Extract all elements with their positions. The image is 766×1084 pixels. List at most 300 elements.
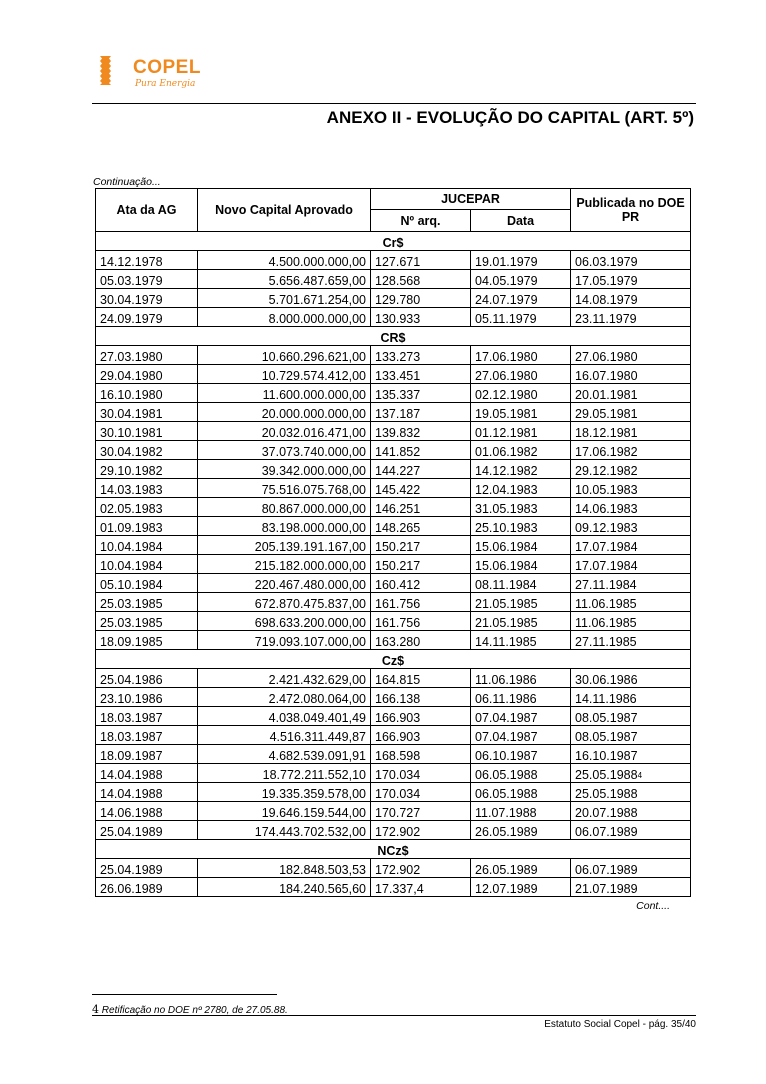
arq-cell	[371, 365, 471, 384]
table-row	[96, 422, 691, 441]
publication-date-cell-text: 29.12.1982	[575, 464, 638, 478]
arq-cell-text: 172.902	[375, 863, 421, 877]
jucepar-date-cell	[471, 517, 571, 536]
capital-cell	[198, 783, 371, 802]
publication-date-cell-text: 11.06.1985	[575, 597, 637, 611]
publication-date-cell-text: 30.06.1986	[575, 673, 638, 687]
capital-cell-text: 672.870.475.837,00	[254, 597, 366, 611]
capital-cell	[198, 688, 371, 707]
ata-cell-text: 30.04.1979	[100, 293, 163, 307]
ata-cell-text: 02.05.1983	[100, 502, 163, 516]
publication-date-cell	[571, 688, 691, 707]
jucepar-date-cell	[471, 536, 571, 555]
jucepar-date-cell-text: 11.07.1988	[475, 806, 537, 820]
publication-date-cell-text: 17.07.1984	[575, 559, 638, 573]
publication-date-cell-text: 08.05.1987	[575, 711, 638, 725]
jucepar-date-cell-text: 12.07.1989	[475, 882, 538, 896]
table-row	[96, 403, 691, 422]
jucepar-date-cell-text: 26.05.1989	[475, 863, 538, 877]
ata-cell-text: 10.04.1984	[100, 540, 163, 554]
ata-cell	[96, 631, 198, 650]
publication-date-cell-text: 27.11.1984	[575, 578, 637, 592]
jucepar-date-cell-text: 11.06.1986	[475, 673, 537, 687]
jucepar-date-cell	[471, 346, 571, 365]
arq-cell	[371, 460, 471, 479]
header-data: Data	[471, 210, 571, 232]
capital-cell	[198, 859, 371, 878]
jucepar-date-cell-text: 26.05.1989	[475, 825, 538, 839]
capital-cell	[198, 498, 371, 517]
arq-cell-text: 128.568	[375, 274, 421, 288]
publication-date-cell	[571, 460, 691, 479]
publication-date-cell-text: 21.07.1989	[575, 882, 638, 896]
publication-date-cell-text: 14.06.1983	[575, 502, 638, 516]
jucepar-date-cell	[471, 859, 571, 878]
footnote-number: 4	[92, 1003, 99, 1016]
arq-cell	[371, 688, 471, 707]
currency-section-row	[96, 327, 691, 346]
publication-date-cell-text: 17.07.1984	[575, 540, 638, 554]
ata-cell	[96, 270, 198, 289]
table-row	[96, 536, 691, 555]
table-row	[96, 574, 691, 593]
ata-cell	[96, 783, 198, 802]
publication-date-cell	[571, 308, 691, 327]
jucepar-date-cell	[471, 403, 571, 422]
ata-cell	[96, 802, 198, 821]
publication-date-cell	[571, 859, 691, 878]
capital-cell-text: 5.656.487.659,00	[268, 274, 366, 288]
ata-cell-text: 14.03.1983	[100, 483, 163, 497]
jucepar-date-cell	[471, 251, 571, 270]
arq-cell	[371, 859, 471, 878]
jucepar-date-cell	[471, 726, 571, 745]
ata-cell	[96, 365, 198, 384]
jucepar-date-cell	[471, 821, 571, 840]
ata-cell	[96, 555, 198, 574]
capital-cell	[198, 403, 371, 422]
arq-cell-text: 148.265	[375, 521, 421, 535]
capital-cell-text: 11.600.000.000,00	[262, 388, 366, 402]
arq-cell-text: 150.217	[375, 540, 421, 554]
ata-cell	[96, 669, 198, 688]
ata-cell	[96, 536, 198, 555]
ata-cell-text: 25.04.1986	[100, 673, 163, 687]
jucepar-date-cell	[471, 498, 571, 517]
jucepar-date-cell	[471, 878, 571, 897]
table-row	[96, 612, 691, 631]
capital-cell	[198, 517, 371, 536]
capital-cell	[198, 574, 371, 593]
arq-cell-text: 170.034	[375, 787, 421, 801]
capital-cell-text: 8.000.000.000,00	[268, 312, 366, 326]
jucepar-date-cell-text: 21.05.1985	[475, 597, 538, 611]
ata-cell	[96, 707, 198, 726]
jucepar-date-cell	[471, 574, 571, 593]
jucepar-date-cell	[471, 593, 571, 612]
jucepar-date-cell-text: 06.05.1988	[475, 787, 538, 801]
copel-logo-icon	[98, 54, 130, 86]
arq-cell-text: 133.273	[375, 350, 421, 364]
publication-date-cell-text: 06.07.1989	[575, 863, 638, 877]
capital-cell	[198, 669, 371, 688]
ata-cell-text: 25.03.1985	[100, 597, 163, 611]
arq-cell	[371, 878, 471, 897]
table-row	[96, 555, 691, 574]
jucepar-date-cell	[471, 308, 571, 327]
capital-cell	[198, 346, 371, 365]
publication-date-cell	[571, 802, 691, 821]
publication-date-cell-text: 06.07.1989	[575, 825, 638, 839]
publication-date-cell	[571, 498, 691, 517]
arq-cell	[371, 289, 471, 308]
arq-cell-text: 133.451	[375, 369, 421, 383]
publication-date-cell-text: 10.05.1983	[575, 483, 638, 497]
capital-cell-text: 2.421.432.629,00	[268, 673, 366, 687]
header-divider	[92, 103, 696, 104]
publication-date-cell	[571, 536, 691, 555]
currency-label: CR$	[96, 327, 691, 346]
capital-cell	[198, 422, 371, 441]
arq-cell	[371, 764, 471, 783]
arq-cell-text: 161.756	[375, 616, 421, 630]
publication-date-cell-text: 18.12.1981	[575, 426, 638, 440]
arq-cell	[371, 384, 471, 403]
arq-cell-text: 135.337	[375, 388, 421, 402]
jucepar-date-cell-text: 07.04.1987	[475, 730, 538, 744]
footer-divider	[92, 1015, 696, 1016]
page-footer: Estatuto Social Copel - pág. 35/40	[544, 1019, 696, 1030]
jucepar-date-cell-text: 21.05.1985	[475, 616, 538, 630]
ata-cell-text: 25.03.1985	[100, 616, 163, 630]
jucepar-date-cell-text: 08.11.1984	[475, 578, 537, 592]
jucepar-date-cell-text: 14.12.1982	[475, 464, 538, 478]
capital-cell-text: 19.335.359.578,00	[261, 787, 366, 801]
ata-cell	[96, 688, 198, 707]
jucepar-date-cell-text: 17.06.1980	[475, 350, 538, 364]
ata-cell-text: 25.04.1989	[100, 863, 163, 877]
publication-date-cell	[571, 631, 691, 650]
capital-cell	[198, 745, 371, 764]
jucepar-date-cell	[471, 707, 571, 726]
ata-cell-text: 05.03.1979	[100, 274, 163, 288]
arq-cell	[371, 783, 471, 802]
capital-cell-text: 4.516.311.449,87	[269, 730, 366, 744]
table-row	[96, 745, 691, 764]
publication-date-cell	[571, 346, 691, 365]
ata-cell	[96, 403, 198, 422]
capital-cell	[198, 707, 371, 726]
publication-date-cell	[571, 384, 691, 403]
publication-date-cell-text: 17.06.1982	[575, 445, 638, 459]
table-row	[96, 802, 691, 821]
publication-date-cell-text: 25.05.1988	[575, 768, 638, 782]
publication-date-cell	[571, 764, 691, 783]
capital-cell-text: 4.500.000.000,00	[268, 255, 366, 269]
publication-date-cell-text: 27.06.1980	[575, 350, 638, 364]
table-row	[96, 669, 691, 688]
arq-cell-text: 17.337,4	[375, 882, 424, 896]
capital-cell-text: 182.848.503,53	[279, 863, 366, 877]
ata-cell-text: 14.12.1978	[100, 255, 163, 269]
arq-cell	[371, 821, 471, 840]
ata-cell	[96, 479, 198, 498]
ata-cell-text: 18.09.1985	[100, 635, 163, 649]
publication-date-cell	[571, 612, 691, 631]
ata-cell	[96, 745, 198, 764]
capital-cell-text: 698.633.200.000,00	[254, 616, 366, 630]
ata-cell-text: 26.06.1989	[100, 882, 163, 896]
table-row	[96, 859, 691, 878]
ata-cell	[96, 460, 198, 479]
capital-cell-text: 719.093.107.000,00	[254, 635, 366, 649]
jucepar-date-cell	[471, 612, 571, 631]
jucepar-date-cell	[471, 783, 571, 802]
ata-cell-text: 18.03.1987	[100, 711, 163, 725]
capital-cell	[198, 460, 371, 479]
publication-date-cell	[571, 574, 691, 593]
jucepar-date-cell-text: 05.11.1979	[475, 312, 537, 326]
jucepar-date-cell	[471, 422, 571, 441]
ata-cell	[96, 764, 198, 783]
jucepar-date-cell	[471, 289, 571, 308]
arq-cell-text: 146.251	[375, 502, 421, 516]
capital-cell	[198, 726, 371, 745]
jucepar-date-cell-text: 15.06.1984	[475, 559, 538, 573]
ata-cell-text: 25.04.1989	[100, 825, 163, 839]
ata-cell-text: 23.10.1986	[100, 692, 163, 706]
capital-cell	[198, 764, 371, 783]
publication-date-cell	[571, 783, 691, 802]
ata-cell	[96, 517, 198, 536]
table-row	[96, 460, 691, 479]
capital-cell	[198, 479, 371, 498]
ata-cell	[96, 384, 198, 403]
publication-date-cell-text: 08.05.1987	[575, 730, 638, 744]
jucepar-date-cell	[471, 460, 571, 479]
jucepar-date-cell-text: 01.12.1981	[475, 426, 538, 440]
table-row	[96, 631, 691, 650]
ata-cell	[96, 308, 198, 327]
arq-cell	[371, 308, 471, 327]
ata-cell	[96, 422, 198, 441]
ata-cell-text: 30.04.1982	[100, 445, 163, 459]
arq-cell	[371, 802, 471, 821]
jucepar-date-cell-text: 04.05.1979	[475, 274, 538, 288]
jucepar-date-cell	[471, 802, 571, 821]
ata-cell	[96, 289, 198, 308]
ata-cell	[96, 859, 198, 878]
publication-date-cell-text: 17.05.1979	[575, 274, 638, 288]
ata-cell-text: 18.09.1987	[100, 749, 163, 763]
continued-note: Cont....	[636, 900, 670, 912]
capital-cell-text: 5.701.671.254,00	[268, 293, 366, 307]
publication-date-cell	[571, 707, 691, 726]
arq-cell-text: 144.227	[375, 464, 421, 478]
page-title: ANEXO II - EVOLUÇÃO DO CAPITAL (ART. 5º)	[326, 108, 694, 127]
capital-cell-text: 75.516.075.768,00	[261, 483, 366, 497]
arq-cell	[371, 707, 471, 726]
capital-cell-text: 4.682.539.091,91	[268, 749, 366, 763]
arq-cell-text: 163.280	[375, 635, 421, 649]
capital-cell-text: 174.443.702.532,00	[254, 825, 366, 839]
jucepar-date-cell	[471, 479, 571, 498]
capital-cell	[198, 555, 371, 574]
table-row	[96, 308, 691, 327]
ata-cell	[96, 726, 198, 745]
jucepar-date-cell-text: 06.05.1988	[475, 768, 538, 782]
publication-date-cell	[571, 270, 691, 289]
capital-cell-text: 184.240.565,60	[279, 882, 366, 896]
publication-date-cell-text: 16.07.1980	[575, 369, 638, 383]
capital-cell	[198, 536, 371, 555]
currency-section-row	[96, 840, 691, 859]
capital-cell-text: 10.729.574.412,00	[261, 369, 366, 383]
ata-cell-text: 16.10.1980	[100, 388, 163, 402]
table-row	[96, 498, 691, 517]
ata-cell-text: 24.09.1979	[100, 312, 163, 326]
logo-tagline: Pura Energia	[135, 79, 196, 89]
jucepar-date-cell-text: 24.07.1979	[475, 293, 538, 307]
publication-date-cell-text: 11.06.1985	[575, 616, 637, 630]
table-row	[96, 251, 691, 270]
jucepar-date-cell-text: 19.01.1979	[475, 255, 538, 269]
jucepar-date-cell-text: 14.11.1985	[475, 635, 537, 649]
ata-cell	[96, 498, 198, 517]
publication-date-cell	[571, 479, 691, 498]
arq-cell	[371, 745, 471, 764]
jucepar-date-cell-text: 31.05.1983	[475, 502, 538, 516]
capital-cell-text: 205.139.191.167,00	[254, 540, 366, 554]
ata-cell	[96, 574, 198, 593]
capital-cell-text: 39.342.000.000,00	[261, 464, 366, 478]
arq-cell	[371, 631, 471, 650]
ata-cell	[96, 251, 198, 270]
publication-date-cell-text: 14.08.1979	[575, 293, 638, 307]
arq-cell-text: 150.217	[375, 559, 421, 573]
currency-label: NCz$	[96, 840, 691, 859]
jucepar-date-cell	[471, 555, 571, 574]
publication-date-cell-text: 29.05.1981	[575, 407, 638, 421]
currency-section-row	[96, 650, 691, 669]
capital-cell	[198, 384, 371, 403]
publication-date-cell	[571, 593, 691, 612]
table-row	[96, 821, 691, 840]
capital-cell	[198, 631, 371, 650]
table-row	[96, 517, 691, 536]
capital-cell-text: 2.472.080.064,00	[268, 692, 366, 706]
currency-section-row	[96, 232, 691, 251]
jucepar-date-cell	[471, 745, 571, 764]
jucepar-date-cell	[471, 631, 571, 650]
ata-cell-text: 14.04.1988	[100, 787, 163, 801]
footnote-divider	[92, 994, 277, 995]
publication-date-cell-text: 20.01.1981	[575, 388, 638, 402]
jucepar-date-cell-text: 25.10.1983	[475, 521, 538, 535]
publication-date-cell	[571, 517, 691, 536]
ata-cell-text: 01.09.1983	[100, 521, 163, 535]
table-row	[96, 365, 691, 384]
jucepar-date-cell-text: 06.10.1987	[475, 749, 538, 763]
capital-cell-text: 10.660.296.621,00	[261, 350, 366, 364]
arq-cell-text: 129.780	[375, 293, 421, 307]
arq-cell-text: 166.138	[375, 692, 421, 706]
ata-cell	[96, 878, 198, 897]
capital-cell	[198, 878, 371, 897]
arq-cell	[371, 669, 471, 688]
header-jucepar: JUCEPAR	[371, 189, 571, 210]
ata-cell	[96, 346, 198, 365]
header-capital: Novo Capital Aprovado	[198, 189, 371, 232]
footnote-text: Retificação no DOE nº 2780, de 27.05.88.	[101, 1005, 288, 1016]
jucepar-date-cell-text: 12.04.1983	[475, 483, 538, 497]
ata-cell	[96, 612, 198, 631]
ata-cell-text: 27.03.1980	[100, 350, 163, 364]
capital-cell-text: 19.646.159.544,00	[261, 806, 366, 820]
table-row	[96, 878, 691, 897]
capital-cell-text: 80.867.000.000,00	[261, 502, 366, 516]
ata-cell-text: 30.04.1981	[100, 407, 163, 421]
capital-cell-text: 220.467.480.000,00	[254, 578, 366, 592]
header-ata-ag: Ata da AG	[96, 189, 198, 232]
publication-date-cell	[571, 745, 691, 764]
table-row	[96, 289, 691, 308]
jucepar-date-cell-text: 01.06.1982	[475, 445, 538, 459]
arq-cell	[371, 536, 471, 555]
jucepar-date-cell	[471, 365, 571, 384]
arq-cell-text: 170.727	[375, 806, 421, 820]
ata-cell	[96, 821, 198, 840]
table-body	[96, 232, 691, 897]
arq-cell	[371, 612, 471, 631]
publication-date-cell-text: 16.10.1987	[575, 749, 638, 763]
publication-date-cell-text: 23.11.1979	[575, 312, 637, 326]
arq-cell-text: 160.412	[375, 578, 421, 592]
capital-cell-text: 18.772.211.552,10	[262, 768, 366, 782]
arq-cell	[371, 593, 471, 612]
table-row	[96, 384, 691, 403]
publication-date-cell	[571, 403, 691, 422]
capital-cell	[198, 270, 371, 289]
ata-cell	[96, 441, 198, 460]
arq-cell	[371, 726, 471, 745]
publication-date-cell	[571, 669, 691, 688]
arq-cell	[371, 574, 471, 593]
arq-cell-text: 141.852	[375, 445, 421, 459]
publication-date-cell	[571, 726, 691, 745]
footnote-reference: 4	[637, 771, 643, 780]
jucepar-date-cell-text: 02.12.1980	[475, 388, 538, 402]
publication-date-cell-text: 14.11.1986	[575, 692, 637, 706]
header-publicada: Publicada no DOE PR	[571, 189, 691, 232]
arq-cell	[371, 403, 471, 422]
ata-cell-text: 29.04.1980	[100, 369, 163, 383]
header-arq: Nº arq.	[371, 210, 471, 232]
publication-date-cell	[571, 878, 691, 897]
arq-cell-text: 127.671	[375, 255, 421, 269]
capital-cell-text: 215.182.000.000,00	[254, 559, 366, 573]
jucepar-date-cell-text: 07.04.1987	[475, 711, 538, 725]
publication-date-cell	[571, 289, 691, 308]
arq-cell-text: 145.422	[375, 483, 421, 497]
capital-cell	[198, 251, 371, 270]
publication-date-cell-text: 09.12.1983	[575, 521, 638, 535]
table-row	[96, 783, 691, 802]
capital-cell-text: 37.073.740.000,00	[261, 445, 366, 459]
jucepar-date-cell	[471, 669, 571, 688]
arq-cell	[371, 441, 471, 460]
capital-cell	[198, 289, 371, 308]
